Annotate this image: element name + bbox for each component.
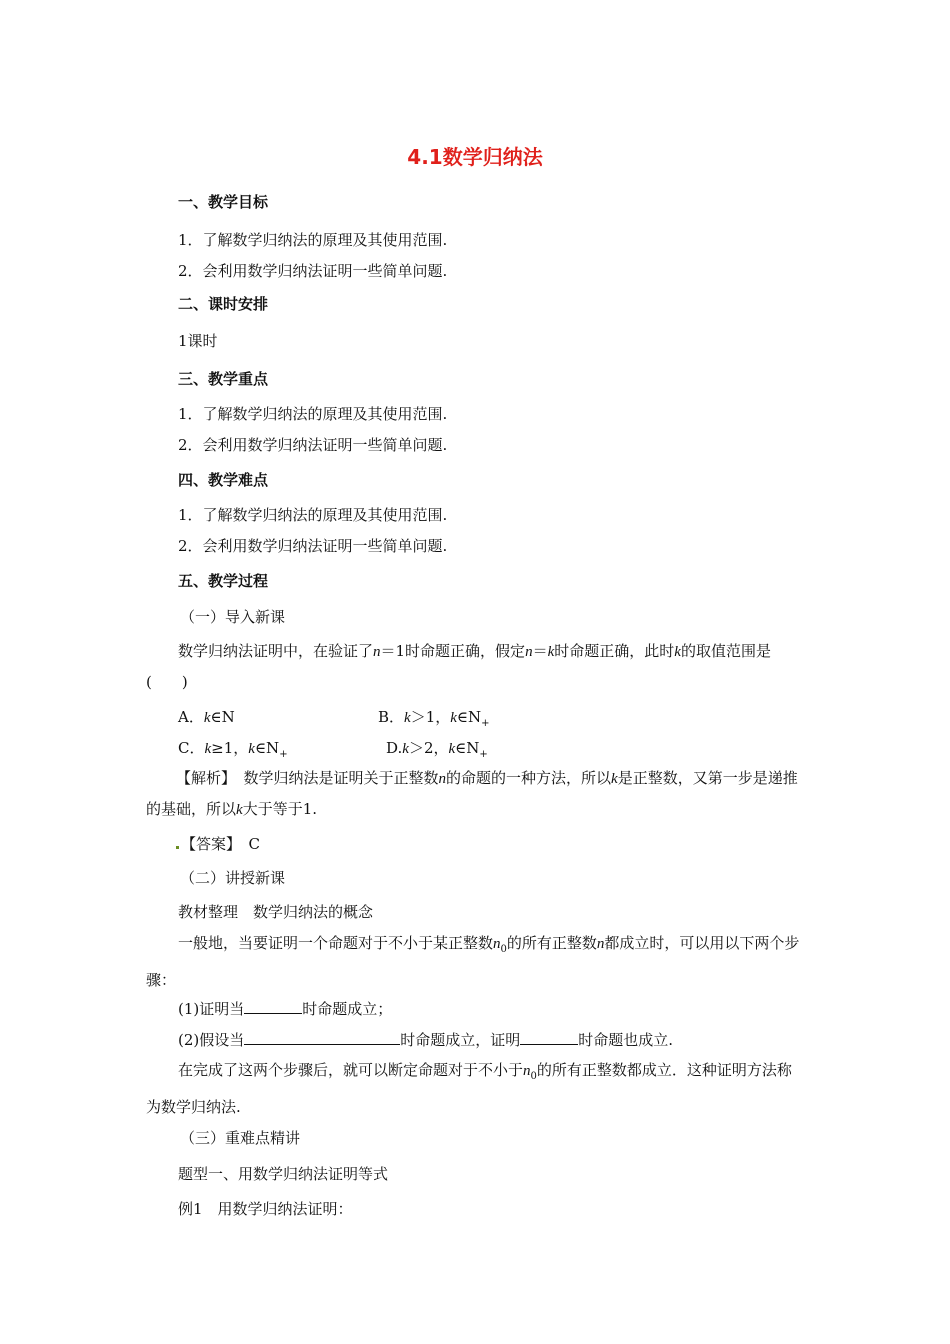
page-title: 4.1数学归纳法 — [407, 145, 543, 169]
section-heading-time: 二、课时安排 — [178, 295, 269, 313]
goal-item-2: 2．会利用数学归纳法证明一些简单问题. — [178, 262, 448, 280]
question-text: 数学归纳法证明中，在验证了n＝1时命题正确，假定n＝k时命题正确，此时k的取值范围是( ) — [146, 642, 771, 691]
subsection-focus: （三）重难点精讲 — [180, 1129, 301, 1147]
subsection-intro: （一）导入新课 — [180, 608, 286, 626]
key-item-2: 2．会利用数学归纳法证明一些简单问题. — [178, 436, 448, 454]
difficult-item-1: 1．了解数学归纳法的原理及其使用范围. — [178, 506, 448, 524]
blank-step1-base[interactable] — [244, 999, 302, 1014]
section-heading-goals: 一、教学目标 — [178, 193, 269, 211]
option-d: D.k＞2，$k\in N_+$ — [386, 739, 488, 760]
blank-step2-prove[interactable] — [520, 1030, 578, 1045]
analysis-label: 【解析】 — [176, 769, 229, 787]
subsection-teaching: （二）讲授新课 — [180, 869, 286, 887]
step-2: (2)假设当 时命题成立，证明 时命题也成立. — [178, 1031, 674, 1049]
answer-label: 【答案】 — [181, 835, 234, 853]
option-c: C．k≥1，$k\in N_+$ — [178, 739, 288, 760]
time-text: 1课时 — [178, 332, 218, 350]
answer-line — [176, 833, 260, 854]
option-a: A．k∈N — [178, 708, 235, 726]
concept-text: 一般地，当要证明一个命题对于不小于某正整数$n_0$的所有正整数n都成立时，可以用以下两个步骤： — [146, 934, 800, 989]
answer-value: C — [233, 835, 260, 853]
type-heading: 题型一、用数学归纳法证明等式 — [178, 1165, 389, 1183]
blank-step2-assume[interactable] — [244, 1030, 400, 1045]
goal-item-1: 1．了解数学归纳法的原理及其使用范围. — [178, 231, 448, 249]
step-1: (1)证明当 时命题成立； — [178, 1000, 393, 1018]
conclusion-text: 在完成了这两个步骤后，就可以断定命题对于不小于$n_0$的所有正整数都成立．这种证明方法称为数学归纳法. — [146, 1061, 792, 1116]
section-heading-process: 五、教学过程 — [178, 572, 269, 590]
margin-mark-icon — [176, 846, 179, 849]
concept-title: 教材整理 数学归纳法的概念 — [178, 903, 374, 921]
example-1: 例1 用数学归纳法证明： — [178, 1200, 353, 1218]
option-b: B．k＞1，$k\in N_+$ — [378, 708, 490, 729]
section-heading-difficult: 四、教学难点 — [178, 471, 269, 489]
analysis-text: 【解析】 数学归纳法是证明关于正整数n的命题的一种方法，所以k是正整数，又第一步是递推的基础，所以k大于等于1. — [146, 769, 798, 818]
key-item-1: 1．了解数学归纳法的原理及其使用范围. — [178, 405, 448, 423]
difficult-item-2: 2．会利用数学归纳法证明一些简单问题. — [178, 537, 448, 555]
section-heading-key: 三、教学重点 — [178, 370, 269, 388]
